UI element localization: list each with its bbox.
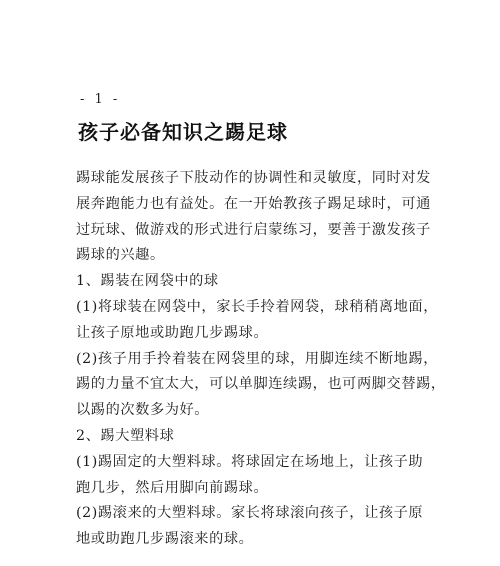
paragraph-line: 踢的力量不宜太大，可以单脚连续踢，也可两脚交替踢， (76, 376, 446, 393)
paragraph-line: (1)将球装在网袋中，家长手拎着网袋，球稍稍离地面， (76, 298, 439, 315)
section-heading: 2、踢大塑料球 (76, 427, 175, 444)
paragraph-line: (2)孩子用手拎着装在网袋里的球，用脚连续不断地踢， (76, 350, 439, 367)
paragraph-line: (2)踢滚来的大塑料球。家长将球滚向孩子，让孩子原 (76, 505, 424, 522)
paragraph-line: 跑几步，然后用脚向前踢球。 (76, 479, 269, 496)
paragraph-line: 让孩子原地或助跑几步踢球。 (76, 324, 269, 341)
document-body (76, 166, 448, 553)
page-number: - 1 - (80, 92, 121, 107)
paragraph-line: 踢球能发展孩子下肢动作的协调性和灵敏度，同时对发 (76, 170, 431, 186)
paragraph-line: 以踢的次数多为好。 (76, 402, 210, 419)
section-heading: 1、踢装在网袋中的球 (76, 273, 219, 290)
paragraph-line: (1)踢固定的大塑料球。将球固定在场地上，让孩子助 (76, 453, 424, 470)
paragraph-line: 地或助跑几步踢滚来的球。 (76, 531, 254, 548)
paragraph-line: 展奔跑能力也有益处。在一开始教孩子踢足球时，可通 (76, 195, 431, 212)
document-title: 孩子必备知识之踢足球 (78, 120, 288, 144)
paragraph-line: 踢球的兴趣。 (76, 247, 165, 264)
paragraph-line: 过玩球、做游戏的形式进行启蒙练习，要善于激发孩子 (76, 221, 431, 238)
